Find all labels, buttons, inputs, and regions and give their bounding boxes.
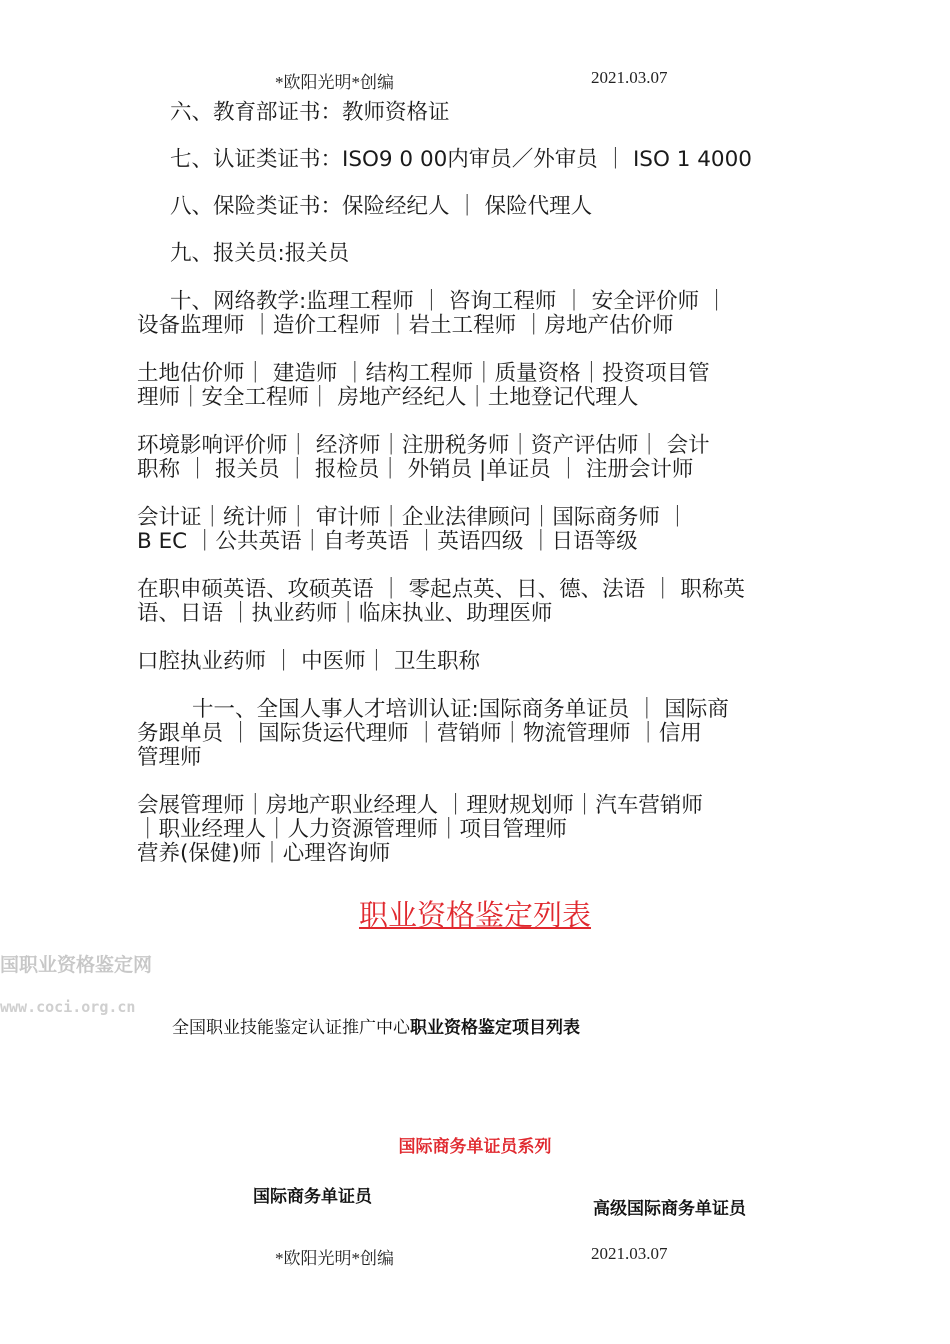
text-line: 十一、全国人事人才培训认证:国际商务单证员 ｜ 国际商 [192, 697, 729, 722]
header-date: 2021.03.07 [591, 68, 668, 87]
text-line: 管理师 [137, 745, 202, 770]
header-author: *欧阳光明*创编 [275, 73, 394, 92]
text-line: 八、保险类证书：保险经纪人 ｜ 保险代理人 [170, 194, 593, 219]
text-line: 职称 ｜ 报关员 ｜ 报检员｜ 外销员 |单证员 ｜ 注册会计师 [137, 457, 694, 482]
text-line: 七、认证类证书：ISO9 0 00内审员／外审员 ｜ ISO 1 4000 [170, 147, 752, 172]
text-line: 会计证｜统计师｜ 审计师｜企业法律顾问｜国际商务师 ｜ [137, 505, 689, 530]
watermark-url: www.coci.org.cn [0, 998, 136, 1016]
text-line: ｜职业经理人｜人力资源管理师｜项目管理师 [137, 817, 568, 842]
text-line: 营养(保健)师｜心理咨询师 [137, 841, 391, 866]
text-line: 六、教育部证书：教师资格证 [170, 100, 450, 125]
text-line: 十、网络教学:监理工程师 ｜ 咨询工程师 ｜ 安全评价师 ｜ [170, 289, 728, 314]
column-right: 高级国际商务单证员 [593, 1199, 746, 1219]
text-line: 在职申硕英语、攻硕英语 ｜ 零起点英、日、德、法语 ｜ 职称英 [137, 577, 745, 602]
text-line: 语、日语 ｜执业药师｜临床执业、助理医师 [137, 601, 553, 626]
text-line: 会展管理师｜房地产职业经理人 ｜理财规划师｜汽车营销师 [137, 793, 703, 818]
footer-date: 2021.03.07 [591, 1244, 668, 1263]
text-line: 设备监理师 ｜造价工程师 ｜岩土工程师 ｜房地产估价师 [137, 313, 674, 338]
subtitle-bold: 职业资格鉴定项目列表 [410, 1018, 580, 1038]
watermark-text: 国职业资格鉴定网 [0, 954, 153, 976]
text-line: 九、报关员:报关员 [170, 241, 350, 266]
footer-author: *欧阳光明*创编 [275, 1249, 394, 1268]
subtitle-plain: 全国职业技能鉴定认证推广中心 [172, 1018, 410, 1038]
subtitle [172, 1013, 580, 1038]
series-title: 国际商务单证员系列 [398, 1137, 552, 1157]
text-line: 环境影响评价师｜ 经济师｜注册税务师｜资产评估师｜ 会计 [137, 433, 710, 458]
text-line: 口腔执业药师 ｜ 中医师｜ 卫生职称 [137, 649, 481, 674]
text-line: B EC ｜公共英语｜自考英语 ｜英语四级 ｜日语等级 [137, 529, 638, 554]
page-title: 职业资格鉴定列表 [358, 900, 591, 932]
text-line: 土地估价师｜ 建造师 ｜结构工程师｜质量资格｜投资项目管 [137, 361, 710, 386]
column-left: 国际商务单证员 [253, 1187, 372, 1207]
text-line: 务跟单员 ｜ 国际货运代理师 ｜营销师｜物流管理师 ｜信用 [137, 721, 702, 746]
text-line: 理师｜安全工程师｜ 房地产经纪人｜土地登记代理人 [137, 385, 639, 410]
